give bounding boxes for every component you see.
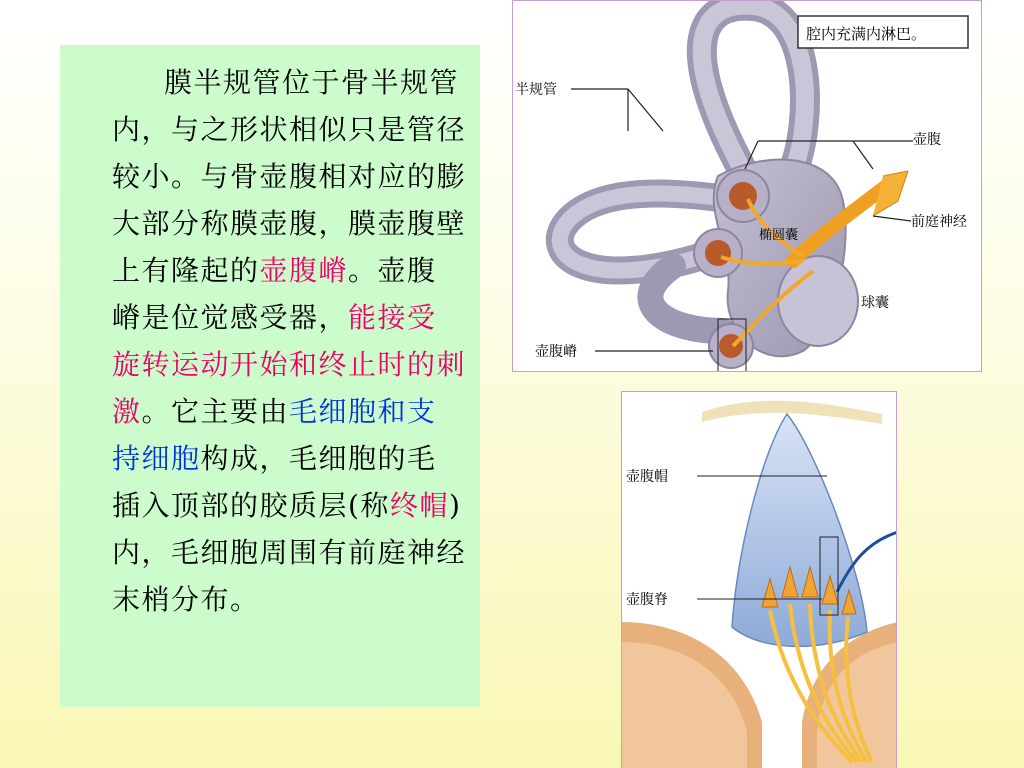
text-body xyxy=(112,59,466,623)
text-segment-end: )内，毛细胞周围有前庭神经末梢分布。 xyxy=(112,489,467,616)
label-vestibular-nerve: 前庭神经 xyxy=(911,214,967,230)
highlight-crista: 壶腹嵴 xyxy=(259,254,349,287)
highlight-cupula: 终帽 xyxy=(389,489,449,522)
label-cupula: 壶腹帽 xyxy=(626,469,668,485)
text-segment-hairs: 构成，毛细胞的毛插入顶部的胶质层(称 xyxy=(112,442,437,522)
label-crista-bottom: 壶腹脊 xyxy=(626,592,668,608)
crista-illustration xyxy=(622,392,897,768)
text-segment-composition: 。它主要由 xyxy=(141,395,290,428)
label-saccule: 球囊 xyxy=(861,295,889,311)
crista-figure xyxy=(621,391,897,768)
text-segment-intro: 膜半规管位于骨半规管内，与之形状相似只是管径较小。与骨壶腹相对应的膨大部分称膜壶腹，膜壶腹壁上有隆起的 xyxy=(112,66,467,287)
labyrinth-illustration xyxy=(513,1,982,372)
label-crista-top: 壶腹嵴 xyxy=(535,344,577,360)
labyrinth-figure xyxy=(512,0,982,372)
label-ampulla: 壶腹 xyxy=(913,132,941,148)
text-segment-receptor: 。壶腹嵴是位觉感受器， xyxy=(112,254,437,334)
highlight-cells: 毛细胞和支持细胞 xyxy=(112,395,437,475)
label-semicircular-duct: 半规管 xyxy=(515,82,557,98)
label-utricle: 椭圆囊 xyxy=(759,228,799,243)
callout-endolymph: 腔内充满内淋巴。 xyxy=(806,25,927,43)
highlight-rotation: 能接受旋转运动开始和终止时的刺激 xyxy=(112,301,467,428)
text-panel xyxy=(60,45,480,707)
